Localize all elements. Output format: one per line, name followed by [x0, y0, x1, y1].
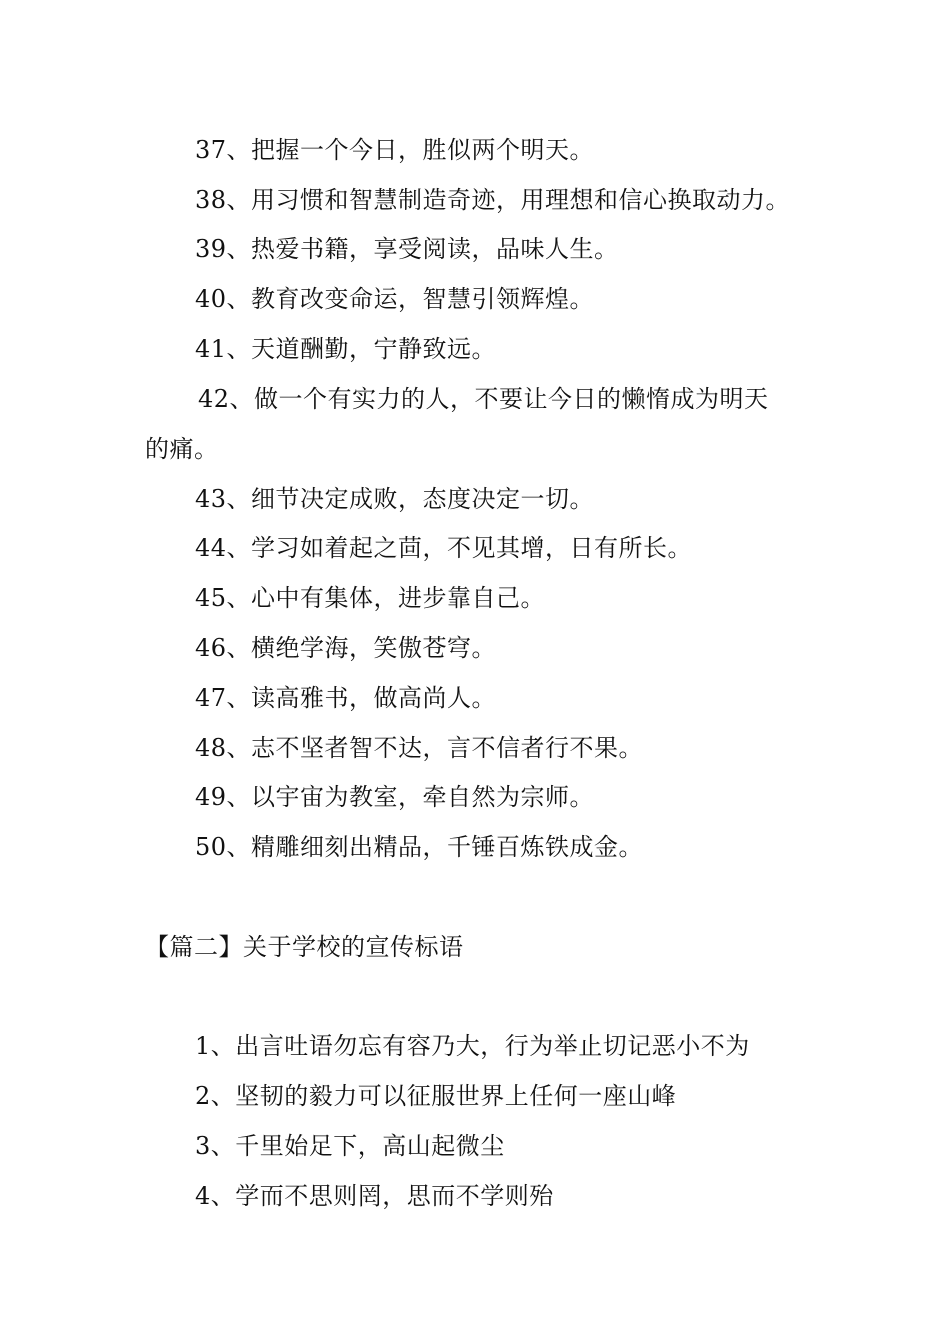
slogan-item: 45、心中有集体，进步靠自己。	[195, 584, 546, 612]
slogan-item: 1、出言吐语勿忘有容乃大，行为举止切记恶小不为	[195, 1032, 750, 1060]
slogan-item: 38、用习惯和智慧制造奇迹，用理想和信心换取动力。	[195, 186, 791, 214]
slogan-item: 48、志不坚者智不达，言不信者行不果。	[195, 734, 644, 762]
slogan-item: 47、读高雅书，做高尚人。	[195, 684, 497, 712]
slogan-item: 46、横绝学海，笑傲苍穹。	[195, 634, 497, 662]
slogan-item: 40、教育改变命运，智慧引领辉煌。	[195, 285, 595, 313]
slogan-item: 3、千里始足下，高山起微尘	[195, 1132, 505, 1160]
section-heading: 【篇二】关于学校的宣传标语	[145, 933, 464, 961]
slogan-item: 43、细节决定成败，态度决定一切。	[195, 485, 595, 513]
slogan-item: 49、以宇宙为教室，牵自然为宗师。	[195, 783, 595, 811]
slogan-item: 41、天道酬勤，宁静致远。	[195, 335, 497, 363]
slogan-item: 42、做一个有实力的人，不要让今日的懒惰成为明天	[198, 385, 769, 413]
slogan-item: 4、学而不思则罔，思而不学则殆	[195, 1182, 554, 1210]
slogan-item: 39、热爱书籍，享受阅读，品味人生。	[195, 235, 619, 263]
slogan-item: 37、把握一个今日，胜似两个明天。	[195, 136, 595, 164]
slogan-item-continuation: 的痛。	[145, 435, 219, 463]
slogan-item: 50、精雕细刻出精品，千锤百炼铁成金。	[195, 833, 644, 861]
slogan-item: 2、坚韧的毅力可以征服世界上任何一座山峰	[195, 1082, 677, 1110]
slogan-item: 44、学习如着起之茴，不见其增，日有所长。	[195, 534, 693, 562]
